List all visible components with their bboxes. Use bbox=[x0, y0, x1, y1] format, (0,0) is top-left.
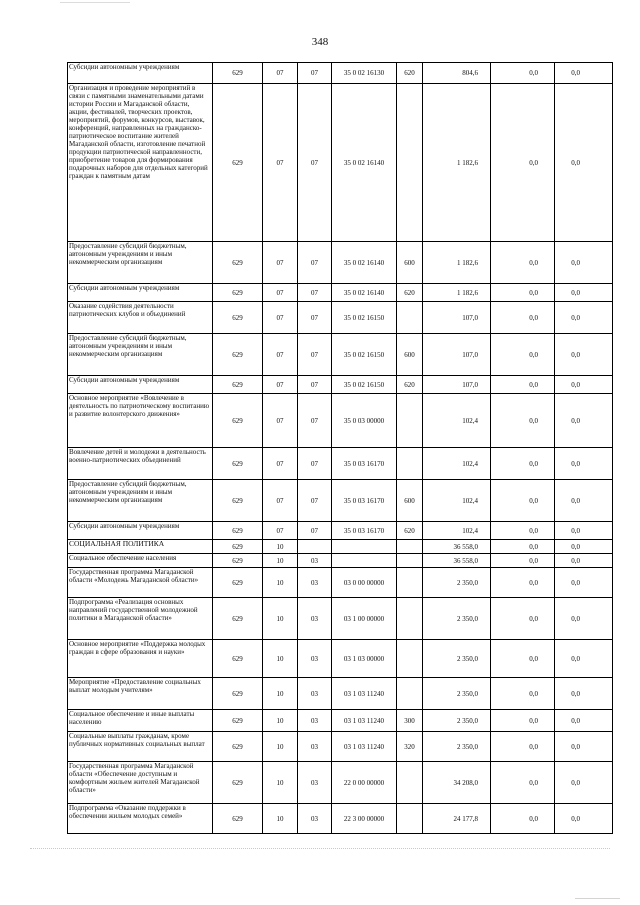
row-name: Субсидии автономным учреждениям bbox=[68, 284, 213, 302]
row-csr: 03 1 03 11240 bbox=[332, 710, 397, 732]
row-csr: 22 3 00 00000 bbox=[332, 804, 397, 834]
row-plan1: 0,0 bbox=[491, 376, 555, 394]
row-sum: 1 182,6 bbox=[423, 284, 491, 302]
table-row bbox=[68, 678, 613, 710]
row-name: Вовлечение детей и молодежи в деятельность военно-патриотических объединений bbox=[68, 448, 213, 480]
row-plan1: 0,0 bbox=[491, 598, 555, 640]
row-plan2: 0,0 bbox=[555, 302, 613, 334]
page-number: 348 bbox=[311, 36, 329, 48]
row-plan1: 0,0 bbox=[491, 522, 555, 540]
row-ved: 629 bbox=[213, 334, 263, 376]
row-pr: 03 bbox=[298, 762, 332, 804]
table-row bbox=[68, 598, 613, 640]
row-plan2: 0,0 bbox=[555, 732, 613, 762]
table-row bbox=[68, 732, 613, 762]
row-plan2: 0,0 bbox=[555, 640, 613, 678]
row-ved: 629 bbox=[213, 242, 263, 284]
row-rz: 07 bbox=[263, 376, 298, 394]
row-plan2: 0,0 bbox=[555, 448, 613, 480]
scan-artifact-line bbox=[30, 848, 610, 849]
row-sum: 2 350,0 bbox=[423, 598, 491, 640]
row-rz: 10 bbox=[263, 640, 298, 678]
row-plan2: 0,0 bbox=[555, 568, 613, 598]
row-plan1: 0,0 bbox=[491, 63, 555, 84]
row-name: Социальное обеспечение и иные выплаты населению bbox=[68, 710, 213, 732]
row-csr: 03 1 00 00000 bbox=[332, 598, 397, 640]
row-vr: 600 bbox=[397, 480, 423, 522]
row-pr: 07 bbox=[298, 522, 332, 540]
row-plan2: 0,0 bbox=[555, 63, 613, 84]
row-vr: 620 bbox=[397, 376, 423, 394]
row-plan2: 0,0 bbox=[555, 376, 613, 394]
row-name: Предоставление субсидий бюджетным, автономным учреждениям и иным некоммерческим организациям bbox=[68, 334, 213, 376]
row-vr: 620 bbox=[397, 284, 423, 302]
table-row bbox=[68, 640, 613, 678]
row-plan2: 0,0 bbox=[555, 804, 613, 834]
row-rz: 07 bbox=[263, 394, 298, 448]
row-csr: 35 0 02 16150 bbox=[332, 302, 397, 334]
row-plan2: 0,0 bbox=[555, 554, 613, 568]
row-plan1: 0,0 bbox=[491, 640, 555, 678]
row-pr: 07 bbox=[298, 334, 332, 376]
row-name: Социальное обеспечение населения bbox=[68, 554, 213, 568]
row-rz: 10 bbox=[263, 598, 298, 640]
row-csr: 35 0 03 16170 bbox=[332, 522, 397, 540]
row-pr: 07 bbox=[298, 480, 332, 522]
table-row bbox=[68, 284, 613, 302]
row-vr bbox=[397, 302, 423, 334]
row-pr: 03 bbox=[298, 804, 332, 834]
row-rz: 07 bbox=[263, 63, 298, 84]
row-sum: 2 350,0 bbox=[423, 678, 491, 710]
row-plan1: 0,0 bbox=[491, 394, 555, 448]
row-vr bbox=[397, 394, 423, 448]
row-ved: 629 bbox=[213, 84, 263, 242]
row-rz: 10 bbox=[263, 710, 298, 732]
row-vr: 320 bbox=[397, 732, 423, 762]
row-plan1: 0,0 bbox=[491, 678, 555, 710]
row-pr: 07 bbox=[298, 394, 332, 448]
row-ved: 629 bbox=[213, 640, 263, 678]
row-name: Мероприятие «Предоставление социальных выплат молодым учителям» bbox=[68, 678, 213, 710]
row-pr: 03 bbox=[298, 568, 332, 598]
row-pr bbox=[298, 540, 332, 554]
row-name: Предоставление субсидий бюджетным, автономным учреждениям и иным некоммерческим организациям bbox=[68, 242, 213, 284]
row-ved: 629 bbox=[213, 710, 263, 732]
row-rz: 10 bbox=[263, 554, 298, 568]
row-pr: 03 bbox=[298, 710, 332, 732]
row-ved: 629 bbox=[213, 732, 263, 762]
row-plan1: 0,0 bbox=[491, 732, 555, 762]
row-name: Социальные выплаты гражданам, кроме публичных нормативных социальных выплат bbox=[68, 732, 213, 762]
row-ved: 629 bbox=[213, 678, 263, 710]
row-rz: 07 bbox=[263, 242, 298, 284]
row-plan1: 0,0 bbox=[491, 540, 555, 554]
row-ved: 629 bbox=[213, 394, 263, 448]
row-rz: 07 bbox=[263, 522, 298, 540]
row-sum: 107,0 bbox=[423, 302, 491, 334]
row-vr bbox=[397, 678, 423, 710]
row-plan1: 0,0 bbox=[491, 84, 555, 242]
row-plan1: 0,0 bbox=[491, 568, 555, 598]
row-sum: 2 350,0 bbox=[423, 640, 491, 678]
row-name: Основное мероприятие «Вовлечение в деятельность по патриотическому воспитанию и развитие волонтерского движения» bbox=[68, 394, 213, 448]
row-sum: 102,4 bbox=[423, 480, 491, 522]
row-plan2: 0,0 bbox=[555, 540, 613, 554]
row-plan1: 0,0 bbox=[491, 710, 555, 732]
row-plan2: 0,0 bbox=[555, 480, 613, 522]
row-csr: 35 0 02 16130 bbox=[332, 63, 397, 84]
row-plan2: 0,0 bbox=[555, 242, 613, 284]
table-row bbox=[68, 804, 613, 834]
row-ved: 629 bbox=[213, 568, 263, 598]
row-ved: 629 bbox=[213, 302, 263, 334]
row-plan2: 0,0 bbox=[555, 522, 613, 540]
row-plan2: 0,0 bbox=[555, 710, 613, 732]
row-rz: 10 bbox=[263, 732, 298, 762]
row-ved: 629 bbox=[213, 63, 263, 84]
table-row bbox=[68, 302, 613, 334]
row-csr: 35 0 03 00000 bbox=[332, 394, 397, 448]
table-row bbox=[68, 242, 613, 284]
row-pr: 07 bbox=[298, 448, 332, 480]
row-name: Предоставление субсидий бюджетным, автономным учреждениям и иным некоммерческим организациям bbox=[68, 480, 213, 522]
row-plan1: 0,0 bbox=[491, 554, 555, 568]
row-csr: 35 0 02 16140 bbox=[332, 242, 397, 284]
table-row bbox=[68, 554, 613, 568]
row-rz: 07 bbox=[263, 302, 298, 334]
row-ved: 629 bbox=[213, 540, 263, 554]
row-pr: 07 bbox=[298, 63, 332, 84]
row-vr bbox=[397, 762, 423, 804]
row-plan2: 0,0 bbox=[555, 84, 613, 242]
row-plan2: 0,0 bbox=[555, 598, 613, 640]
row-name: Субсидии автономным учреждениям bbox=[68, 376, 213, 394]
row-sum: 102,4 bbox=[423, 522, 491, 540]
row-name: Субсидии автономным учреждениям bbox=[68, 522, 213, 540]
row-vr: 600 bbox=[397, 242, 423, 284]
row-csr: 03 1 03 11240 bbox=[332, 678, 397, 710]
row-ved: 629 bbox=[213, 762, 263, 804]
row-ved: 629 bbox=[213, 284, 263, 302]
row-pr: 03 bbox=[298, 678, 332, 710]
row-ved: 629 bbox=[213, 804, 263, 834]
row-ved: 629 bbox=[213, 480, 263, 522]
row-rz: 07 bbox=[263, 480, 298, 522]
row-csr bbox=[332, 540, 397, 554]
row-vr bbox=[397, 598, 423, 640]
row-sum: 107,0 bbox=[423, 376, 491, 394]
row-plan1: 0,0 bbox=[491, 302, 555, 334]
row-plan1: 0,0 bbox=[491, 242, 555, 284]
row-plan2: 0,0 bbox=[555, 678, 613, 710]
table-row bbox=[68, 376, 613, 394]
row-rz: 07 bbox=[263, 84, 298, 242]
row-name: Государственная программа Магаданской области «Обеспечение доступным и комфортным жильем жителей Магаданской области» bbox=[68, 762, 213, 804]
row-csr bbox=[332, 554, 397, 568]
row-ved: 629 bbox=[213, 376, 263, 394]
row-rz: 07 bbox=[263, 334, 298, 376]
row-vr: 300 bbox=[397, 710, 423, 732]
row-plan2: 0,0 bbox=[555, 394, 613, 448]
table-row bbox=[68, 480, 613, 522]
row-pr: 07 bbox=[298, 376, 332, 394]
row-sum: 804,6 bbox=[423, 63, 491, 84]
row-sum: 2 350,0 bbox=[423, 568, 491, 598]
row-vr bbox=[397, 448, 423, 480]
row-sum: 24 177,8 bbox=[423, 804, 491, 834]
row-csr: 35 0 02 16140 bbox=[332, 284, 397, 302]
budget-table bbox=[67, 62, 613, 834]
row-pr: 07 bbox=[298, 302, 332, 334]
scan-artifact-line bbox=[575, 898, 620, 899]
row-sum: 2 350,0 bbox=[423, 710, 491, 732]
row-sum: 2 350,0 bbox=[423, 732, 491, 762]
table-row bbox=[68, 568, 613, 598]
table-row bbox=[68, 762, 613, 804]
row-name: Оказание содействия деятельности патриотических клубов и объединений bbox=[68, 302, 213, 334]
row-plan1: 0,0 bbox=[491, 448, 555, 480]
row-pr: 03 bbox=[298, 598, 332, 640]
row-name: Организация и проведение мероприятий в связи с памятными знаменательными датами истории России и Магаданской области, акции, фестивалей, творческих проектов, мероприятий, форумов, конкурсов, выставок, конференций, направленных на гражданско-патриотическое воспитание жителей Магаданской области, изготовление печатной продукции патриотической направленности, приобретение товаров для формирования подарочных наборов для отдельных категорий граждан к памятным датам bbox=[68, 84, 213, 242]
row-vr: 620 bbox=[397, 522, 423, 540]
row-sum: 1 182,6 bbox=[423, 84, 491, 242]
row-name: Подпрограмма «Реализация основных направлений государственной молодежной политики в Магаданской области» bbox=[68, 598, 213, 640]
row-rz: 10 bbox=[263, 540, 298, 554]
row-sum: 36 558,0 bbox=[423, 540, 491, 554]
row-plan1: 0,0 bbox=[491, 762, 555, 804]
row-sum: 34 208,0 bbox=[423, 762, 491, 804]
row-rz: 07 bbox=[263, 284, 298, 302]
row-vr: 600 bbox=[397, 334, 423, 376]
row-plan1: 0,0 bbox=[491, 480, 555, 522]
row-vr bbox=[397, 540, 423, 554]
row-pr: 03 bbox=[298, 640, 332, 678]
row-csr: 35 0 03 16170 bbox=[332, 448, 397, 480]
scan-artifact-line bbox=[60, 2, 130, 3]
table-row bbox=[68, 522, 613, 540]
row-name: Государственная программа Магаданской области «Молодежь Магаданской области» bbox=[68, 568, 213, 598]
row-vr bbox=[397, 640, 423, 678]
row-vr bbox=[397, 568, 423, 598]
table-row bbox=[68, 84, 613, 242]
row-plan2: 0,0 bbox=[555, 284, 613, 302]
row-vr bbox=[397, 804, 423, 834]
row-pr: 03 bbox=[298, 732, 332, 762]
row-csr: 35 0 02 16150 bbox=[332, 376, 397, 394]
row-plan2: 0,0 bbox=[555, 762, 613, 804]
row-rz: 10 bbox=[263, 804, 298, 834]
row-sum: 102,4 bbox=[423, 448, 491, 480]
row-plan2: 0,0 bbox=[555, 334, 613, 376]
row-sum: 107,0 bbox=[423, 334, 491, 376]
table-row bbox=[68, 448, 613, 480]
row-rz: 10 bbox=[263, 568, 298, 598]
table-row bbox=[68, 394, 613, 448]
table-row bbox=[68, 334, 613, 376]
row-name: Основное мероприятие «Поддержка молодых граждан в сфере образования и науки» bbox=[68, 640, 213, 678]
table-row bbox=[68, 63, 613, 84]
row-ved: 629 bbox=[213, 554, 263, 568]
row-rz: 10 bbox=[263, 678, 298, 710]
row-ved: 629 bbox=[213, 448, 263, 480]
row-vr bbox=[397, 554, 423, 568]
row-csr: 03 1 03 11240 bbox=[332, 732, 397, 762]
row-name: СОЦИАЛЬНАЯ ПОЛИТИКА bbox=[68, 540, 213, 554]
row-sum: 1 182,6 bbox=[423, 242, 491, 284]
row-plan1: 0,0 bbox=[491, 334, 555, 376]
row-ved: 629 bbox=[213, 522, 263, 540]
row-csr: 35 0 02 16150 bbox=[332, 334, 397, 376]
row-csr: 22 0 00 00000 bbox=[332, 762, 397, 804]
row-pr: 07 bbox=[298, 284, 332, 302]
row-ved: 629 bbox=[213, 598, 263, 640]
row-csr: 03 0 00 00000 bbox=[332, 568, 397, 598]
table-row bbox=[68, 540, 613, 554]
row-csr: 03 1 03 00000 bbox=[332, 640, 397, 678]
row-rz: 07 bbox=[263, 448, 298, 480]
row-pr: 07 bbox=[298, 242, 332, 284]
row-name: Субсидии автономным учреждениям bbox=[68, 63, 213, 84]
row-vr bbox=[397, 84, 423, 242]
row-plan1: 0,0 bbox=[491, 284, 555, 302]
row-sum: 102,4 bbox=[423, 394, 491, 448]
row-sum: 36 558,0 bbox=[423, 554, 491, 568]
row-plan1: 0,0 bbox=[491, 804, 555, 834]
row-rz: 10 bbox=[263, 762, 298, 804]
table-row bbox=[68, 710, 613, 732]
row-name: Подпрограмма «Оказание поддержки в обеспечении жильем молодых семей» bbox=[68, 804, 213, 834]
row-csr: 35 0 02 16140 bbox=[332, 84, 397, 242]
row-csr: 35 0 03 16170 bbox=[332, 480, 397, 522]
row-pr: 07 bbox=[298, 84, 332, 242]
row-pr: 03 bbox=[298, 554, 332, 568]
row-vr: 620 bbox=[397, 63, 423, 84]
